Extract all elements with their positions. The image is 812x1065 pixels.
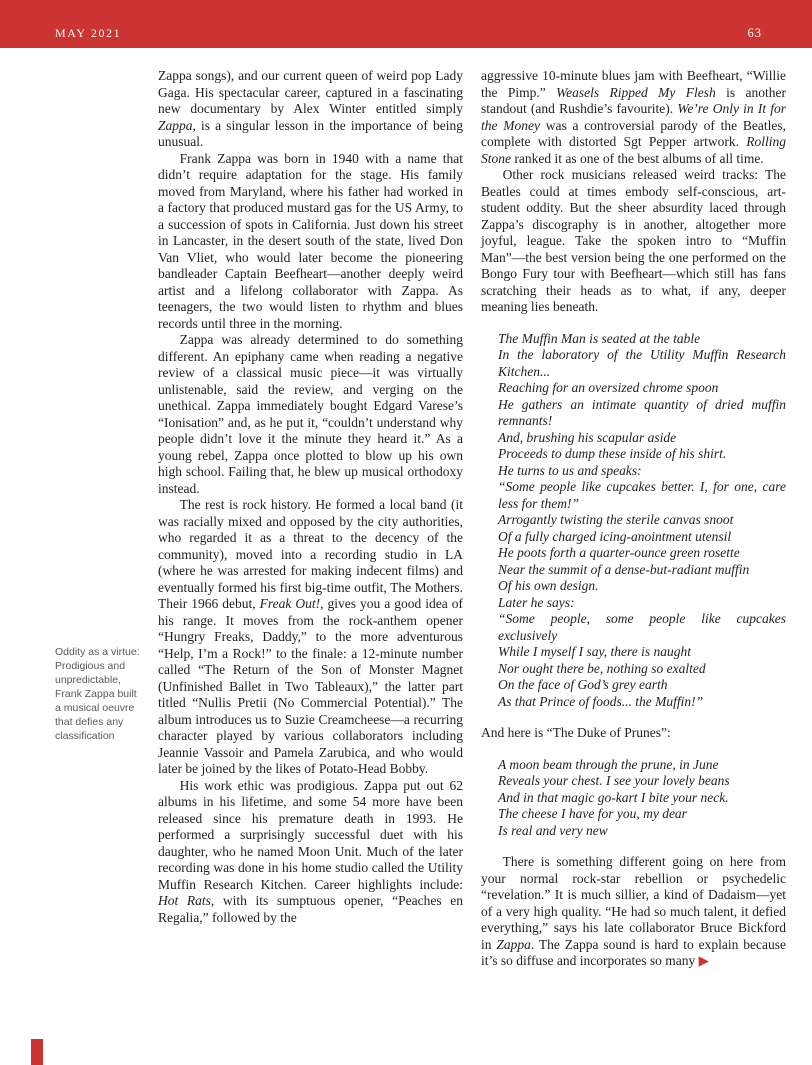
caption-line: Oddity as a virtue:: [55, 646, 140, 658]
verse-line: On the face of God’s grey earth: [498, 677, 668, 692]
caption-line: classification: [55, 730, 115, 742]
text-run: Zappa was already determined to do something different. An epiphany came when reading a negative review of a classical music piece—it was virtually unlistenable, said the review, and verging on the unethical. Zappa immediately bought Edgard Varese’s “Ionisation” and, as he put it, “couldn’t understand why people didn’t love it the minute they heard it.” As a young rebel, Zappa once plotted to blow up his own high school. Failing that, he blew up musical orthodoxy instead.: [158, 332, 463, 496]
verse-line: He turns to us and speaks:: [498, 462, 642, 478]
verse-line: Proceeds to dump these inside of his shirt.: [498, 446, 727, 461]
verse-line: Later he says:: [498, 594, 575, 610]
verse-line: Nor ought there be, nothing so exalted: [498, 660, 706, 676]
verse-line: Near the summit of a dense-but-radiant muffin: [498, 561, 750, 577]
caption-line: a musical oeuvre: [55, 702, 135, 714]
verse-line: Reveals your chest. I see your lovely beans: [498, 773, 730, 788]
text-run: Hot Rats: [158, 893, 211, 908]
verse-line: Arrogantly twisting the sterile canvas snoot: [498, 512, 734, 527]
caption-line: that defies any: [55, 716, 124, 728]
paragraph: [481, 854, 786, 970]
verse-line: In the laboratory of the Utility Muffin Research Kitchen...: [498, 347, 786, 379]
text-run: was a controversial parody of the Beatles, complete with distorted Sgt Pepper artwork.: [481, 117, 786, 149]
paragraph: [158, 151, 463, 333]
paragraph: [158, 68, 463, 151]
continued-marker-icon: ▶: [698, 953, 709, 968]
verse-line: “Some people like cupcakes better. I, for one, care less for them!”: [498, 479, 786, 511]
text-run: , gives you a good idea of his range. It moves from the rock-anthem opener “Hungry Freaks, Daddy,” to the more adventurous “Help, I’m a Rock!” to the finale: a 12-minute number called “The Return of the Son of Monster Magnet (Unfinished Ballet in Two Tableaux),” the latter part titled “Nullis Pretii (No Commercial Potential).” The album introduces us to Suzie Creamcheese—a recurring character played by various collaborators including Jeannie Vassoir and Pamela Zarubica, and who would later be joined by the likes of Potato-Head Bobby.: [158, 596, 464, 776]
column-right: [481, 68, 786, 970]
text-run: aggressive 10-minute blues jam with Beefheart, “Willie the Pimp.”: [481, 68, 786, 100]
page-number: 63: [747, 26, 762, 40]
text-run: ranked it as one of the best albums of all time.: [511, 150, 764, 166]
text-run: And here is “The Duke of Prunes”:: [481, 725, 671, 740]
verse-line: He poots forth a quarter-ounce green rosette: [498, 545, 740, 560]
text-run: Weasels Ripped My Flesh: [556, 84, 716, 100]
text-run: We’re Only in It for the Money: [481, 101, 787, 133]
verse-line: Of his own design.: [498, 578, 599, 593]
caption-line: unpredictable,: [55, 674, 121, 686]
header-bar: [0, 0, 812, 48]
paragraph: [158, 778, 463, 927]
margin-caption: [55, 645, 155, 743]
caption-line: Frank Zappa built: [55, 688, 137, 700]
text-run: Zappa: [496, 936, 531, 952]
paragraph: [481, 68, 786, 167]
text-run: . The Zappa sound is hard to explain because it’s so diffuse and incorporates so many: [481, 936, 786, 968]
paragraph: [481, 167, 786, 316]
verse-line: “Some people, some people like cupcakes exclusively: [498, 611, 786, 643]
text-run: Other rock musicians released weird tracks: The Beatles could at times embody self-conscious, art-student oddity. But the sheer absurdity laced through Zappa’s discography is in another, altogether more joyful, league. Take the spoken intro to “Muffin Man”—the best version being the one performed on the Bongo Fury tour with Beefheart—which still has fans scratching their heads as to what, if any, deeper meaning lies beneath.: [481, 167, 786, 314]
issue-date-label: MAY 2021: [55, 26, 122, 40]
article-body: [158, 68, 786, 970]
paragraph: [481, 725, 786, 742]
text-run: Rolling Stone: [481, 134, 786, 166]
lyrics-verse: [498, 331, 786, 711]
text-run: Freak Out!: [259, 596, 321, 611]
paragraph: [158, 497, 463, 778]
paragraph: [158, 332, 463, 497]
verse-line: And, brushing his scapular aside: [498, 429, 677, 445]
text-run: The rest is rock history. He formed a local band (it was racially mixed and opposed by the city authorities, who regarded it as a threat to the decency of the community), moved into a recording studio in LA (where he was arrested for making indecent films) and eventually formed his first big-time outfit, The Mothers. Their 1966 debut,: [158, 497, 463, 611]
text-run: Zappa songs), and our current queen of weird pop Lady Gaga. His spectacular career, captured in a fascinating new documentary by Alex Winter entitled simply: [158, 68, 463, 116]
text-run: There is something different going on here from your normal rock-star rebellion or psychedelic “revelation.” It is much sillier, a kind of Dadaism—yet of a very high quality. “He had so much talent, it defied everything,” says his late collaborator Bruce Bickford in: [481, 854, 786, 952]
verse-line: The Muffin Man is seated at the table: [498, 330, 701, 346]
verse-line: He gathers an intimate quantity of dried muffin remnants!: [498, 396, 786, 428]
verse-line: Of a fully charged icing-anointment utensil: [498, 528, 732, 544]
verse-line: Is real and very new: [498, 822, 608, 838]
verse-line: A moon beam through the prune, in June: [498, 756, 719, 772]
text-run: Zappa: [158, 117, 193, 133]
text-run: , is a singular lesson in the importance of being unusual.: [158, 117, 463, 149]
text-run: is another standout (and Rushdie’s favourite).: [481, 84, 786, 116]
caption-line: Prodigious and: [55, 660, 126, 672]
verse-line: And in that magic go-kart I bite your neck.: [498, 789, 729, 805]
verse-line: As that Prince of foods... the Muffin!”: [498, 693, 704, 709]
column-left: [158, 68, 463, 970]
lyrics-verse: [498, 757, 786, 840]
text-run: His work ethic was prodigious. Zappa put out 62 albums in his lifetime, and some 54 more have been released since his premature death in 1993. He performed a surprisingly successful duet with his daughter, who he named Moon Unit. Much of the later recording was done in his home studio called the Utility Muffin Research Kitchen. Career highlights include:: [158, 777, 463, 892]
verse-line: While I myself I say, there is naught: [498, 644, 691, 659]
text-run: Frank Zappa was born in 1940 with a name that didn’t require adaptation for the stage. His family moved from Maryland, where his father had worked in a factory that produced mustard gas for the US Army, to a succession of spots in California. Just down his street in Lancaster, in the desert south of the state, lived Don Van Vliet, who would later become the pioneering bandleader Captain Beefheart—another deeply weird artist and a lifelong collaborator with Zappa. As teenagers, the two would listen to rhythm and blues records until three in the morning.: [158, 150, 463, 331]
verse-line: The cheese I have for you, my dear: [498, 806, 687, 821]
text-run: , with its sumptuous opener, “Peaches en Regalia,” followed by the: [158, 893, 463, 925]
verse-line: Reaching for an oversized chrome spoon: [498, 380, 719, 395]
footer-spine-mark: [31, 1039, 43, 1065]
